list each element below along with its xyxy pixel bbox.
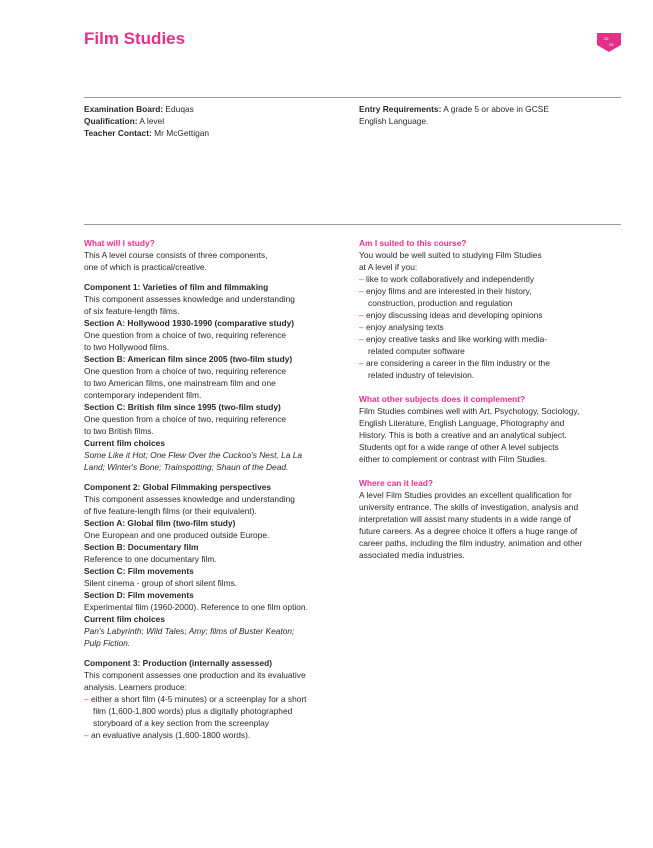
film-choices-heading: Current film choices [84,614,165,624]
text-line: A level Film Studies provides an excellent qualification for [359,490,572,500]
top-divider [84,97,621,98]
section-heading: Section C: British film since 1995 (two-film study) [84,402,281,412]
entry-requirements [359,103,621,127]
film-choices-heading: Current film choices [84,438,165,448]
entry-value-cont: English Language. [359,116,429,126]
entry-label: Entry Requirements: [359,104,442,114]
bullet-item: – enjoy films and are interested in their history, [359,286,532,296]
text-line: Students opt for a wide range of other A level subjects [359,442,559,452]
bullet-item-cont: related industry of television. [368,370,475,380]
text-line: Film Studies combines well with Art, Psychology, Sociology, [359,406,580,416]
text-line: This component assesses knowledge and understanding [84,494,295,504]
text-line: Experimental film (1960-2000). Reference to one film option. [84,602,308,612]
complement-heading: What other subjects does it complement? [359,394,526,404]
exam-board-label: Examination Board: [84,104,164,114]
component-3-title: Component 3: Production (internally assessed) [84,658,273,668]
bullet-item-cont: related computer software [368,346,465,356]
bullet-item: – like to work collaboratively and independently [359,274,535,284]
section-divider [84,224,621,225]
right-column [359,237,621,561]
text-line: One question from a choice of two, requiring reference [84,330,287,340]
page-title: Film Studies [84,29,186,48]
text-line: Reference to one documentary film. [84,554,217,564]
dash-icon: – [359,310,364,320]
text-line: either to complement or contrast with Film Studies. [359,454,548,464]
film-choices-line: Pan's Labyrinth; Wild Tales; Amy; films of Buster Keaton; [84,626,295,636]
section-heading: Section B: Documentary film [84,542,199,552]
dash-icon: – [359,274,364,284]
text-line: One question from a choice of two, requiring reference [84,414,287,424]
bullet-item: – are considering a career in the film industry or the [359,358,550,368]
bullet-item: – enjoy analysing texts [359,322,444,332]
text-line: One European and one produced outside Europe. [84,530,270,540]
text-line: of six feature-length films. [84,306,180,316]
left-column [84,237,352,741]
text-line: one of which is practical/creative. [84,262,207,272]
dash-icon: – [359,322,364,332]
dash-icon: – [359,286,364,296]
component-1-title: Component 1: Varieties of film and filmmaking [84,282,269,292]
bullet-item: – enjoy discussing ideas and developing opinions [359,310,543,320]
text-line: This A level course consists of three components, [84,250,268,260]
text-line: future careers. As a degree choice it offers a huge range of [359,526,578,536]
svg-text:25: 25 [604,36,609,41]
text-line: This component assesses knowledge and understanding [84,294,295,304]
bullet-item-cont: storyboard of a key section from the screenplay [93,718,269,728]
text-line: to two Hollywood films. [84,342,170,352]
dash-icon: – [84,730,89,740]
text-line: interpretation will assist many students in a wide range of [359,514,571,524]
text-line: This component assesses one production and its evaluative [84,670,306,680]
text-line: Silent cinema - group of short silent films. [84,578,238,588]
film-choices-line: Land; Winter's Bone; Trainspotting; Shaun of the Dead. [84,462,289,472]
text-line: One question from a choice of two, requiring reference [84,366,287,376]
dash-icon: – [84,694,89,704]
text-line: career paths, including the film industry, animation and other [359,538,583,548]
text-line: English Literature, English Language, Photography and [359,418,565,428]
teacher-label: Teacher Contact: [84,128,152,138]
film-choices-line: Pulp Fiction. [84,638,131,648]
text-line: associated media industries. [359,550,465,560]
text-line: You would be well suited to studying Film Studies [359,250,542,260]
teacher-value: Mr McGettigan [151,128,210,138]
svg-text:26: 26 [609,42,614,47]
section-heading: Section D: Film movements [84,590,194,600]
what-heading: What will I study? [84,238,155,248]
qualification-label: Qualification: [84,116,138,126]
bullet-item: – an evaluative analysis (1,600-1800 words). [84,730,251,740]
section-heading: Section A: Hollywood 1930-1990 (comparative study) [84,318,295,328]
exam-board-value: Eduqas [163,104,194,114]
text-line: contemporary independent film. [84,390,202,400]
text-line: History. This is both a creative and an analytical subject. [359,430,567,440]
text-line: at A level if you: [359,262,418,272]
text-line: of five feature-length films (or their equivalent). [84,506,257,516]
section-heading: Section C: Film movements [84,566,194,576]
dash-icon: – [359,334,364,344]
text-line: analysis. Learners produce: [84,682,187,692]
entry-value: A grade 5 or above in GCSE [441,104,549,114]
school-crest-icon [597,33,621,52]
text-line: university entrance. The skills of investigation, analysis and [359,502,579,512]
component-2-title: Component 2: Global Filmmaking perspectives [84,482,272,492]
text-line: to two American films, one mainstream film and one [84,378,276,388]
bullet-item: – either a short film (4-5 minutes) or a screenplay for a short [84,694,307,704]
bullet-item: – enjoy creative tasks and like working with media- [359,334,548,344]
section-heading: Section A: Global film (two-film study) [84,518,236,528]
text-line: to two British films. [84,426,154,436]
section-heading: Section B: American film since 2005 (two-film study) [84,354,293,364]
bullet-item-cont: construction, production and regulation [368,298,513,308]
suited-heading: Am I suited to this course? [359,238,467,248]
film-choices-line: Some Like it Hot; One Flew Over the Cuckoo's Nest, La La [84,450,303,460]
qualification-value: A level [137,116,165,126]
dash-icon: – [359,358,364,368]
lead-heading: Where can it lead? [359,478,433,488]
course-info [84,103,344,139]
bullet-item-cont: film (1,600-1,800 words) plus a digitally photographed [93,706,293,716]
